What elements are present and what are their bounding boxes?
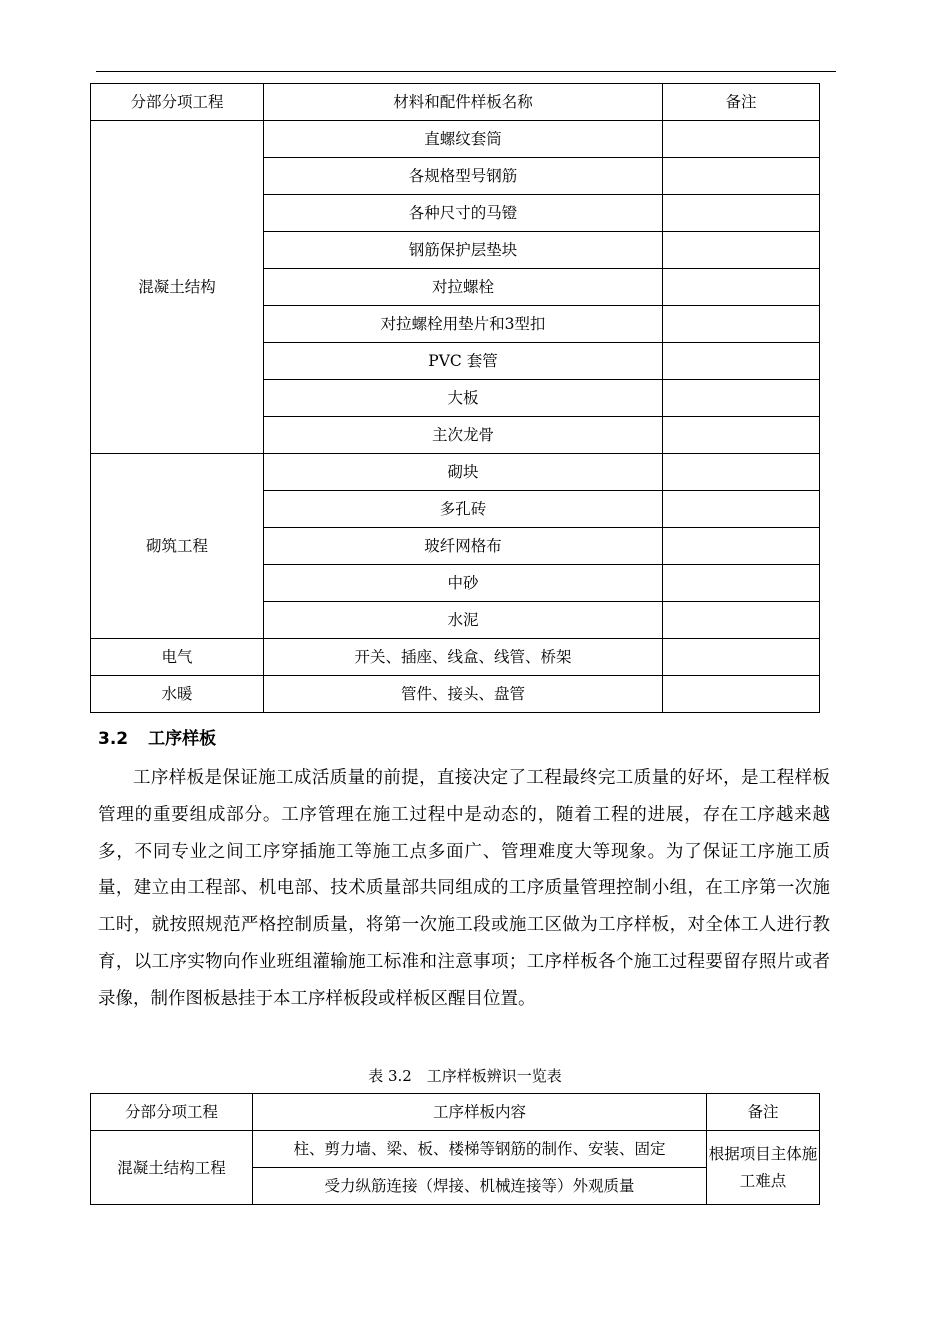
note-cell (663, 491, 820, 528)
note-cell (663, 528, 820, 565)
note-cell (663, 454, 820, 491)
process-sample-table (90, 1093, 820, 1205)
page-header-rule (96, 71, 836, 72)
note-cell (663, 269, 820, 306)
item-cell: 主次龙骨 (264, 417, 663, 454)
table-row (91, 676, 820, 713)
item-cell: 多孔砖 (264, 491, 663, 528)
table-row (91, 121, 820, 158)
section-title: 工序样板 (148, 729, 217, 749)
item-cell: 受力纵筋连接（焊接、机械连接等）外观质量 (253, 1168, 707, 1205)
note-cell (663, 195, 820, 232)
section-heading (98, 724, 216, 749)
group-cell: 水暖 (91, 676, 264, 713)
table-row (91, 1131, 820, 1168)
note-cell (663, 380, 820, 417)
item-cell: 直螺纹套筒 (264, 121, 663, 158)
item-cell: 中砂 (264, 565, 663, 602)
table-row (91, 639, 820, 676)
note-cell (663, 676, 820, 713)
note-cell: 根据项目主体施工难点 (707, 1131, 820, 1205)
group-cell: 混凝土结构 (91, 121, 264, 454)
column-header: 工序样板内容 (253, 1094, 707, 1131)
note-cell (663, 602, 820, 639)
item-cell: 柱、剪力墙、梁、板、楼梯等钢筋的制作、安装、固定 (253, 1131, 707, 1168)
column-header: 材料和配件样板名称 (264, 84, 663, 121)
note-cell (663, 158, 820, 195)
item-cell: 对拉螺栓用垫片和3型扣 (264, 306, 663, 343)
group-cell: 砌筑工程 (91, 454, 264, 639)
section-paragraph: 工序样板是保证施工成活质量的前提，直接决定了工程最终完工质量的好坏，是工程样板管理的重要组成部分。工序管理在施工过程中是动态的，随着工程的进展，存在工序越来越多，不同专业之间工序穿插施工等施工点多面广、管理难度大等现象。为了保证工序施工质量，建立由工程部、机电部、技术质量部共同组成的工序质量管理控制小组，在工序第一次施工时，就按照规范严格控制质量，将第一次施工段或施工区做为工序样板，对全体工人进行教育，以工序实物向作业班组灌输施工标准和注意事项；工序样板各个施工过程要留存照片或者录像，制作图板悬挂于本工序样板段或样板区醒目位置。 (98, 768, 830, 1009)
table-header-row (91, 1094, 820, 1131)
item-cell: 大板 (264, 380, 663, 417)
column-header: 备注 (707, 1094, 820, 1131)
item-cell: 开关、插座、线盒、线管、桥架 (264, 639, 663, 676)
table-caption: 表 3.2 工序样板辨识一览表 (368, 1067, 562, 1085)
item-cell: 管件、接头、盘管 (264, 676, 663, 713)
item-cell: 各种尺寸的马镫 (264, 195, 663, 232)
item-cell: 各规格型号钢筋 (264, 158, 663, 195)
table-header-row (91, 84, 820, 121)
table-row (91, 454, 820, 491)
note-cell (663, 343, 820, 380)
group-cell: 电气 (91, 639, 264, 676)
material-sample-table (90, 83, 820, 713)
item-cell: PVC 套管 (264, 343, 663, 380)
note-cell (663, 121, 820, 158)
item-cell: 对拉螺栓 (264, 269, 663, 306)
item-cell: 水泥 (264, 602, 663, 639)
note-cell (663, 639, 820, 676)
column-header: 分部分项工程 (91, 84, 264, 121)
column-header: 分部分项工程 (91, 1094, 253, 1131)
note-cell (663, 306, 820, 343)
section-number: 3.2 (98, 729, 129, 749)
note-cell (663, 565, 820, 602)
item-cell: 玻纤网格布 (264, 528, 663, 565)
note-cell (663, 232, 820, 269)
item-cell: 砌块 (264, 454, 663, 491)
note-cell (663, 417, 820, 454)
column-header: 备注 (663, 84, 820, 121)
group-cell: 混凝土结构工程 (91, 1131, 253, 1205)
item-cell: 钢筋保护层垫块 (264, 232, 663, 269)
